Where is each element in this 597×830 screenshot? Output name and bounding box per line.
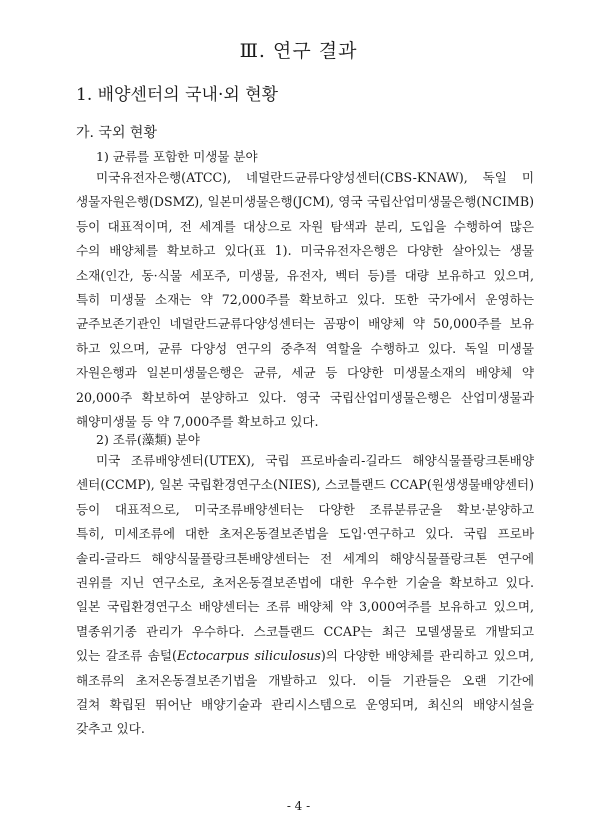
text-line: 등이 대표적으로, 미국조류배양센터는 다양한 조류분류군을 확보·분양하고 bbox=[76, 501, 534, 517]
text-line: 소재(인간, 동·식물 세포주, 미생물, 유전자, 벡터 등)를 대량 보유하고 있으며, bbox=[76, 267, 534, 283]
text-line: 등이 대표적이며, 전 세계를 대상으로 자원 탐색과 분리, 도입을 수행하여 많은 bbox=[76, 218, 534, 234]
text-line: 하고 있으며, 균류 다양성 연구의 중추적 역할을 수행하고 있다. 독일 미생물 bbox=[76, 340, 534, 356]
text-line: 자원은행과 일본미생물은행은 균류, 세균 등 다양한 미생물소재의 배양체 약 bbox=[76, 365, 534, 381]
microbes-heading: 1) 균류를 포함한 미생물 분야 bbox=[96, 149, 258, 164]
algae-paragraph bbox=[76, 449, 534, 742]
text-line: 솔리-글라드 해양식물플랑크톤배양센터는 전 세계의 해양식물플랑크톤 연구에 bbox=[76, 550, 534, 566]
text-line: 있는 갈조류 솜털(Ectocarpus siliculosus)의 다양한 배양체를 관리하고 있으며, bbox=[76, 648, 534, 664]
text-line: 멸종위기종 관리가 우수하다. 스코틀랜드 CCAP는 최근 모델생물로 개발되고 bbox=[76, 623, 534, 639]
text-line: 권위를 지닌 연구소로, 초저온동결보존법에 대한 우수한 기술을 확보하고 있다. bbox=[76, 574, 534, 590]
text-line: 20,000주 확보하여 분양하고 있다. 영국 국립산업미생물은행은 산업미생물과 bbox=[76, 389, 534, 405]
algae-heading: 2) 조류(藻類) 분야 bbox=[96, 432, 200, 447]
text-line: 생물자원은행(DSMZ), 일본미생물은행(JCM), 영국 국립산업미생물은행(NCIMB) bbox=[76, 194, 534, 210]
text-line: 갖추고 있다. bbox=[76, 721, 145, 737]
page-number: - 4 - bbox=[286, 799, 311, 813]
text-line: 미국유전자은행(ATCC), 네덜란드균류다양성센터(CBS-KNAW), 독일 미 bbox=[96, 170, 534, 185]
text-line: 일본 국립환경연구소 배양센터는 조류 배양체 약 3,000여주를 보유하고 있으며, bbox=[76, 599, 534, 615]
microbes-paragraph bbox=[76, 166, 534, 434]
subsection-title: 가. 국외 현황 bbox=[76, 125, 157, 141]
text-line: 수의 배양체를 확보하고 있다(표 1). 미국유전자은행은 다양한 살아있는 생물 bbox=[76, 243, 534, 259]
section-title: 1. 배양센터의 국내·외 현황 bbox=[76, 85, 279, 105]
text-line: 미국 조류배양센터(UTEX), 국립 프로바솔리-길라드 해양식물플랑크톤배양 bbox=[96, 453, 534, 468]
chapter-title: Ⅲ. 연구 결과 bbox=[239, 40, 358, 62]
text-line: 센터(CCMP), 일본 국립환경연구소(NIES), 스코틀랜드 CCAP(원생생물배양센터) bbox=[76, 477, 534, 493]
text-line: 해조류의 초저온동결보존기법을 개발하고 있다. 이들 기관들은 오랜 기간에 bbox=[76, 672, 534, 688]
text-line: 걸쳐 확립된 뛰어난 배양기술과 관리시스템으로 운영되며, 최신의 배양시설을 bbox=[76, 696, 534, 712]
text-line: 해양미생물 등 약 7,000주를 확보하고 있다. bbox=[76, 413, 319, 429]
text-line: 균주보존기관인 네덜란드균류다양성센터는 곰팡이 배양체 약 50,000주를 보유 bbox=[76, 316, 534, 332]
text-line: 특히, 미세조류에 대한 초저온동결보존법을 도입·연구하고 있다. 국립 프로바 bbox=[76, 526, 534, 542]
text-line: 특히 미생물 소재는 약 72,000주를 확보하고 있다. 또한 국가에서 운영하는 bbox=[76, 291, 534, 307]
